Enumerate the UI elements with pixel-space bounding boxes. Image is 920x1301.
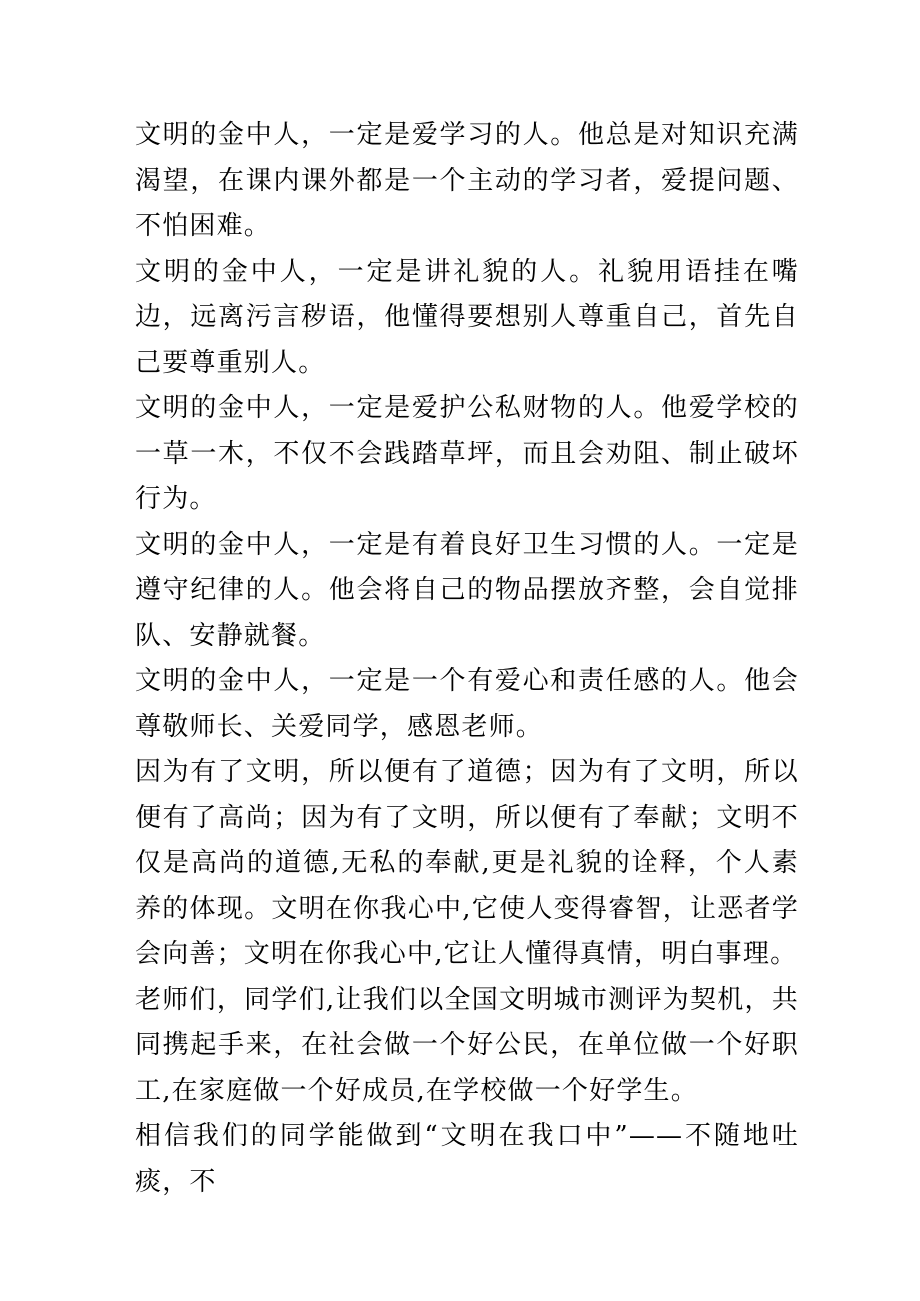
paragraph-call-to-action: 老师们，同学们,让我们以全国文明城市测评为契机，共同携起手来，在社会做一个好公民，在单位做一个好职工,在家庭做一个好成员,在学校做一个好学生。 [135,984,799,1106]
paragraph-property: 文明的金中人，一定是爱护公私财物的人。他爱学校的一草一木，不仅不会践踏草坪，而且会劝阻、制止破坏行为。 [135,393,799,514]
paragraph-study: 文明的金中人，一定是爱学习的人。他总是对知识充满渴望，在课内课外都是一个主动的学习者，爱提问题、不怕困难。 [135,120,799,241]
paragraph-hygiene: 文明的金中人，一定是有着良好卫生习惯的人。一定是遵守纪律的人。他会将自己的物品摆放齐整，会自觉排队、安静就餐。 [135,529,799,651]
paragraph-civilization: 因为有了文明，所以便有了道德；因为有了文明，所以便有了高尚；因为有了文明，所以便有了奉献；文明不仅是高尚的道德,无私的奉献,更是礼貌的诠释，个人素养的体现。文明在你我心中,它使人变得睿智，让恶者学会向善；文明在你我心中,它让人懂得真情，明白事理。 [135,757,799,969]
paragraph-courtesy: 文明的金中人，一定是讲礼貌的人。礼貌用语挂在嘴边，远离污言秽语，他懂得要想别人尊重自己，首先自己要尊重别人。 [135,256,799,378]
document-body [135,113,799,1205]
paragraph-belief: 相信我们的同学能做到“文明在我口中”——不随地吐痰，不 [135,1121,799,1197]
paragraph-caring: 文明的金中人，一定是一个有爱心和责任感的人。他会尊敬师长、关爱同学，感恩老师。 [135,666,799,742]
